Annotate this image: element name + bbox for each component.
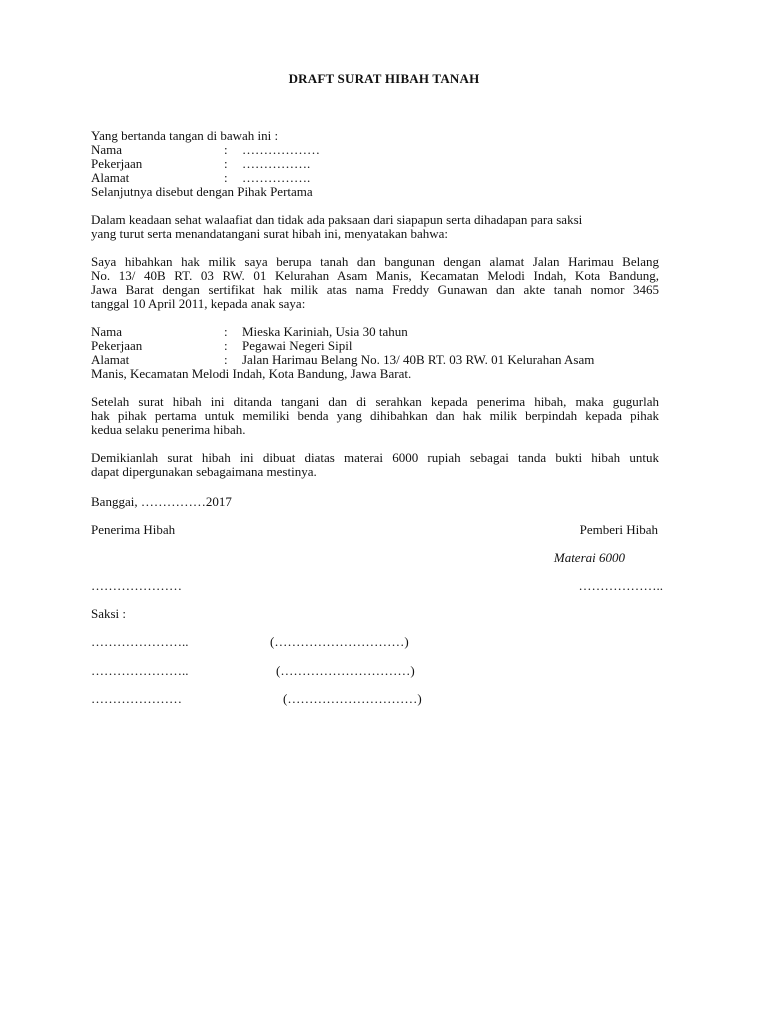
witness-signature-line: ………………….. — [91, 634, 189, 649]
statement-paragraph — [91, 213, 659, 241]
giver-label: Pemberi Hibah — [579, 522, 658, 537]
paragraph-line: Saya hibahkan hak milik saya berupa tanah dan bangunan dengan alamat Jalan Harimau Belang — [91, 254, 659, 269]
second-party-name-colon: : — [224, 324, 228, 339]
giver-signature-line: ……………….. — [578, 578, 663, 593]
first-party-name-value: ……………… — [242, 142, 320, 157]
paragraph-line: Setelah surat hibah ini ditanda tangani dan di serahkan kepada penerima hibah, maka gugurlah — [91, 394, 659, 409]
second-party-address-colon: : — [224, 352, 228, 367]
first-party-address-label: Alamat — [91, 170, 130, 185]
first-party-job-label: Pekerjaan — [91, 156, 143, 171]
receiver-label: Penerima Hibah — [91, 522, 176, 537]
paragraph-line: hak pihak pertama untuk memiliki benda yang dihibahkan dan hak milik berpindah kepada pihak — [91, 408, 659, 423]
grant-paragraph — [91, 255, 659, 311]
transfer-paragraph — [91, 395, 659, 437]
paragraph-line: yang turut serta menandatangani surat hibah ini, menyatakan bahwa: — [91, 226, 449, 241]
second-party-job-value: Pegawai Negeri Sipil — [242, 338, 353, 353]
paragraph-line: kedua selaku penerima hibah. — [91, 422, 246, 437]
second-party-name-label: Nama — [91, 324, 123, 339]
witness-signature-line: ………………… — [91, 691, 182, 706]
witness-name-line: (…………………………) — [276, 663, 415, 678]
place-date: Banggai, ……………2017 — [91, 494, 232, 509]
stamp-note: Materai 6000 — [553, 550, 625, 565]
witness-name-line: (…………………………) — [283, 691, 422, 706]
second-party-address-label: Alamat — [91, 352, 130, 367]
first-party-address-colon: : — [224, 170, 228, 185]
closing-paragraph — [91, 451, 659, 479]
paragraph-line: tanggal 10 April 2011, kepada anak saya: — [91, 296, 306, 311]
second-party-job-colon: : — [224, 338, 228, 353]
first-party-address-value: ……………. — [242, 170, 311, 185]
paragraph-line: No. 13/ 40B RT. 03 RW. 01 Kelurahan Asam Manis, Kecamatan Melodi Indah, Kota Bandung, — [91, 268, 659, 283]
second-party-address-value: Jalan Harimau Belang No. 13/ 40B RT. 03 RW. 01 Kelurahan Asam — [242, 352, 595, 367]
second-party-address-continued: Manis, Kecamatan Melodi Indah, Kota Bandung, Jawa Barat. — [91, 366, 412, 381]
paragraph-line: dapat dipergunakan sebagaimana mestinya. — [91, 464, 317, 479]
first-party-name-label: Nama — [91, 142, 123, 157]
paragraph-line: Jawa Barat dengan sertifikat hak milik atas nama Freddy Gunawan dan akte tanah nomor 3465 — [91, 282, 659, 297]
receiver-signature-line: ………………… — [91, 578, 182, 593]
first-party-job-colon: : — [224, 156, 228, 171]
second-party-name-value: Mieska Kariniah, Usia 30 tahun — [242, 324, 408, 339]
second-party-job-label: Pekerjaan — [91, 338, 143, 353]
witness-label: Saksi : — [91, 606, 127, 621]
first-party-name-colon: : — [224, 142, 228, 157]
first-party-note: Selanjutnya disebut dengan Pihak Pertama — [91, 184, 313, 199]
document-title: DRAFT SURAT HIBAH TANAH — [288, 71, 480, 86]
paragraph-line: Dalam keadaan sehat walaafiat dan tidak ada paksaan dari siapapun serta dihadapan para saksi — [91, 212, 583, 227]
witness-name-line: (…………………………) — [270, 634, 409, 649]
intro-text: Yang bertanda tangan di bawah ini : — [91, 128, 279, 143]
witness-signature-line: ………………….. — [91, 663, 189, 678]
paragraph-line: Demikianlah surat hibah ini dibuat diatas materai 6000 rupiah sebagai tanda bukti hibah untuk — [91, 450, 659, 465]
first-party-job-value: ……………. — [242, 156, 311, 171]
